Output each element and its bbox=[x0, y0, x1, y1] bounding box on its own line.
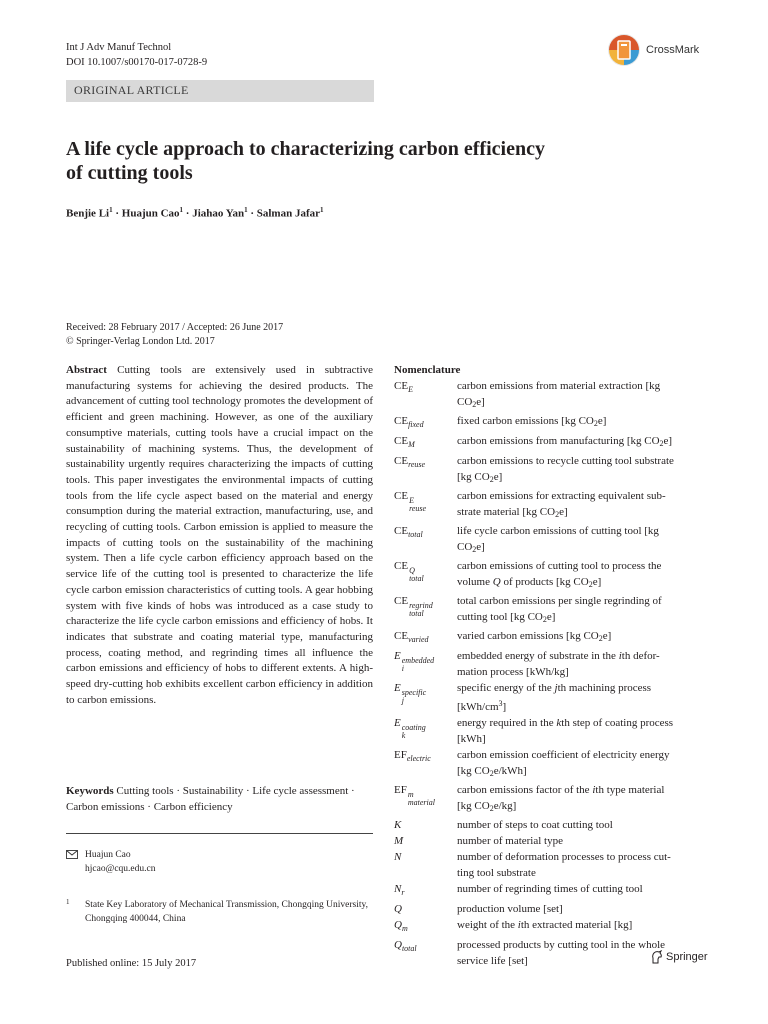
symbol: E embedded i bbox=[394, 650, 435, 673]
nomenclature-row bbox=[394, 453, 704, 488]
corresponding-email[interactable]: hjcao@cqu.edu.cn bbox=[85, 864, 156, 874]
definition: carbon emissions for extracting equivalent sub- strate material [kg CO2e] bbox=[457, 490, 666, 519]
symbol: $CE_{reuse}$ bbox=[394, 455, 426, 469]
copyright: © Springer-Verlag London Ltd. 2017 bbox=[66, 336, 215, 347]
author[interactable]: Benjie Li bbox=[66, 207, 110, 220]
symbol: E coating k bbox=[394, 717, 426, 740]
definition: life cycle carbon emissions of cutting tool [kg CO2e] bbox=[457, 525, 659, 554]
nomenclature-row bbox=[394, 523, 704, 558]
definition: production volume [set] bbox=[457, 903, 563, 915]
nomenclature-row bbox=[394, 817, 704, 833]
keywords bbox=[66, 783, 373, 815]
abstract-text: Cutting tools are extensively used in subtractive manufacturing systems for achieving the desired products. The advancement of cutting tool technology promotes the development of efficient and green machining. However, as one of the auxiliary consumptive materials, cutting tools have a crucial impact on the sustainability of machining systems. Thus, the development of sustainability urgently requires characterizing the impacts of cutting tools. This paper investigates the environmental impacts of cutting tools from the life cycle aspect based on the material and energy consumption during the material extraction, manufacturing, use, and recycling of cutting tools. Carbon emission is applied to measure the impacts of cutting tools on the sustainability of the machining system. Then a life cycle carbon efficiency approach based on the service life of the cutting tool is presented to characterize the life cycle carbon emission characteristics of cutting tools. A gear hobbing system with five kinds of hobs was introduced as a case study to characterize the life cycle carbon emissions and efficiency of hobs. It indicates that substrate and coating material type, manufacturing process, coating method, and regrinding times all influence the carbon emissions and efficiency of hobs to different extents. A high-speed dry-cutting hob exhibits excellent carbon efficiency in addition to carbon emissions. bbox=[66, 364, 374, 706]
affiliation-mark: 1 bbox=[179, 206, 184, 214]
symbol: CE regrind total bbox=[394, 595, 433, 618]
article-type-banner bbox=[66, 80, 374, 102]
nomenclature-row bbox=[394, 782, 704, 817]
article-dates bbox=[66, 321, 283, 349]
symbol: $Q_m$ bbox=[394, 919, 408, 933]
nomenclature-row bbox=[394, 901, 704, 917]
crossmark-label: CrossMark bbox=[646, 44, 700, 56]
nomenclature-row bbox=[394, 715, 704, 747]
nomenclature-row bbox=[394, 488, 704, 523]
symbol: CE E reuse bbox=[394, 490, 427, 513]
envelope-icon bbox=[66, 850, 78, 859]
nomenclature-row bbox=[394, 917, 704, 937]
nomenclature-row bbox=[394, 680, 704, 715]
symbol: N bbox=[394, 851, 402, 863]
author-separator: · bbox=[247, 207, 257, 220]
definition: number of material type bbox=[457, 835, 563, 847]
nomenclature-row bbox=[394, 378, 704, 413]
symbol: $CE_{total}$ bbox=[394, 525, 423, 539]
author[interactable]: Salman Jafar bbox=[256, 207, 320, 220]
symbol: E specific j bbox=[394, 682, 427, 705]
nomenclature-row bbox=[394, 881, 704, 901]
nomenclature-row bbox=[394, 937, 704, 969]
abstract-label: Abstract bbox=[66, 364, 107, 376]
author[interactable]: Jiahao Yan bbox=[192, 207, 245, 220]
author[interactable]: Huajun Cao bbox=[121, 207, 180, 220]
paper-title bbox=[66, 137, 686, 185]
nomenclature-row bbox=[394, 413, 704, 433]
published-date: Published online: 15 July 2017 bbox=[66, 958, 197, 969]
definition: total carbon emissions per single regrinding of cutting tool [kg CO2e] bbox=[457, 595, 662, 624]
affiliation-text: State Key Laboratory of Mechanical Transmission, Chongqing University, Chongqing 400044, China bbox=[85, 900, 369, 924]
nomenclature-row bbox=[394, 593, 704, 628]
author-separator: · bbox=[112, 207, 122, 220]
keywords-label: Keywords bbox=[66, 785, 114, 797]
definition: number of steps to coat cutting tool bbox=[457, 819, 613, 831]
symbol: $CE_{fixed}$ bbox=[394, 415, 424, 429]
symbol: $N_r$ bbox=[394, 883, 405, 897]
nomenclature-row bbox=[394, 648, 704, 680]
affiliation-mark: 1 bbox=[320, 206, 324, 214]
nomenclature-row bbox=[394, 833, 704, 849]
journal-name: Int J Adv Manuf Technol bbox=[66, 42, 172, 53]
nomenclature-list bbox=[394, 378, 704, 969]
nomenclature-row bbox=[394, 433, 704, 453]
symbol: M bbox=[394, 835, 404, 847]
symbol: Q bbox=[394, 903, 402, 915]
journal-header bbox=[66, 40, 207, 70]
corresponding-author: Huajun Cao bbox=[85, 850, 131, 860]
footnote-divider bbox=[66, 833, 373, 834]
author-list bbox=[66, 206, 324, 220]
definition: processed products by cutting tool in the whole service life [set] bbox=[457, 939, 666, 967]
symbol: CE Q total bbox=[394, 560, 424, 583]
symbol: $EF_{electric}$ bbox=[394, 749, 431, 763]
definition: varied carbon emissions [kg CO2e] bbox=[457, 630, 612, 643]
symbol: EF m material bbox=[394, 784, 435, 807]
definition: carbon emissions from material extraction [kg CO2e] bbox=[457, 380, 661, 409]
definition: weight of the ith extracted material [kg] bbox=[457, 919, 633, 931]
symbol: $CE_E$ bbox=[394, 380, 413, 394]
affiliation-mark: 1 bbox=[244, 206, 248, 214]
symbol: K bbox=[394, 819, 402, 831]
abstract bbox=[66, 363, 373, 708]
title-line-2: of cutting tools bbox=[66, 162, 193, 184]
article-type: ORIGINAL ARTICLE bbox=[74, 83, 189, 97]
definition: carbon emissions to recycle cutting tool substrate [kg CO2e] bbox=[457, 455, 674, 484]
definition: embedded energy of substrate in the ith defor- mation process [kWh/kg] bbox=[457, 650, 660, 678]
definition: energy required in the kth step of coating process [kWh] bbox=[457, 717, 674, 745]
symbol: $Q_{total}$ bbox=[394, 939, 417, 953]
affiliation-mark: 1 bbox=[109, 206, 113, 214]
nomenclature-row bbox=[394, 849, 704, 881]
symbol: $CE_{varied}$ bbox=[394, 630, 429, 644]
received-accepted: Received: 28 February 2017 / Accepted: 26 June 2017 bbox=[66, 322, 284, 333]
definition: carbon emission coefficient of electricity energy [kg CO2e/kWh] bbox=[457, 749, 670, 778]
title-line-1: A life cycle approach to characterizing carbon efficiency bbox=[66, 138, 545, 160]
definition: number of regrinding times of cutting tool bbox=[457, 883, 643, 895]
nomenclature-row bbox=[394, 747, 704, 782]
keywords-text: Cutting tools · Sustainability · Life cycle assessment · Carbon emissions · Carbon efficiency bbox=[66, 785, 355, 813]
nomenclature-row bbox=[394, 558, 704, 593]
nomenclature-title: Nomenclature bbox=[394, 364, 461, 376]
publisher-name: Springer bbox=[666, 951, 708, 963]
affiliation-number: 1 bbox=[66, 898, 70, 906]
crossmark-icon bbox=[607, 33, 641, 67]
author-separator: · bbox=[183, 207, 193, 220]
definition: specific energy of the jth machining process $[kWh/cm^3]$ bbox=[457, 682, 652, 713]
definition: carbon emissions of cutting tool to process the volume Q of products [kg CO2e] bbox=[457, 560, 662, 589]
crossmark-badge[interactable] bbox=[607, 33, 699, 67]
definition: fixed carbon emissions [kg CO2e] bbox=[457, 415, 607, 428]
definition: carbon emissions from manufacturing [kg CO2e] bbox=[457, 435, 673, 448]
nomenclature-row bbox=[394, 628, 704, 648]
doi[interactable]: DOI 10.1007/s00170-017-0728-9 bbox=[66, 57, 208, 68]
definition: number of deformation processes to process cut- ting tool substrate bbox=[457, 851, 671, 879]
definition: carbon emissions factor of the ith type material [kg CO2e/kg] bbox=[457, 784, 665, 813]
symbol: $CE_M$ bbox=[394, 435, 415, 449]
